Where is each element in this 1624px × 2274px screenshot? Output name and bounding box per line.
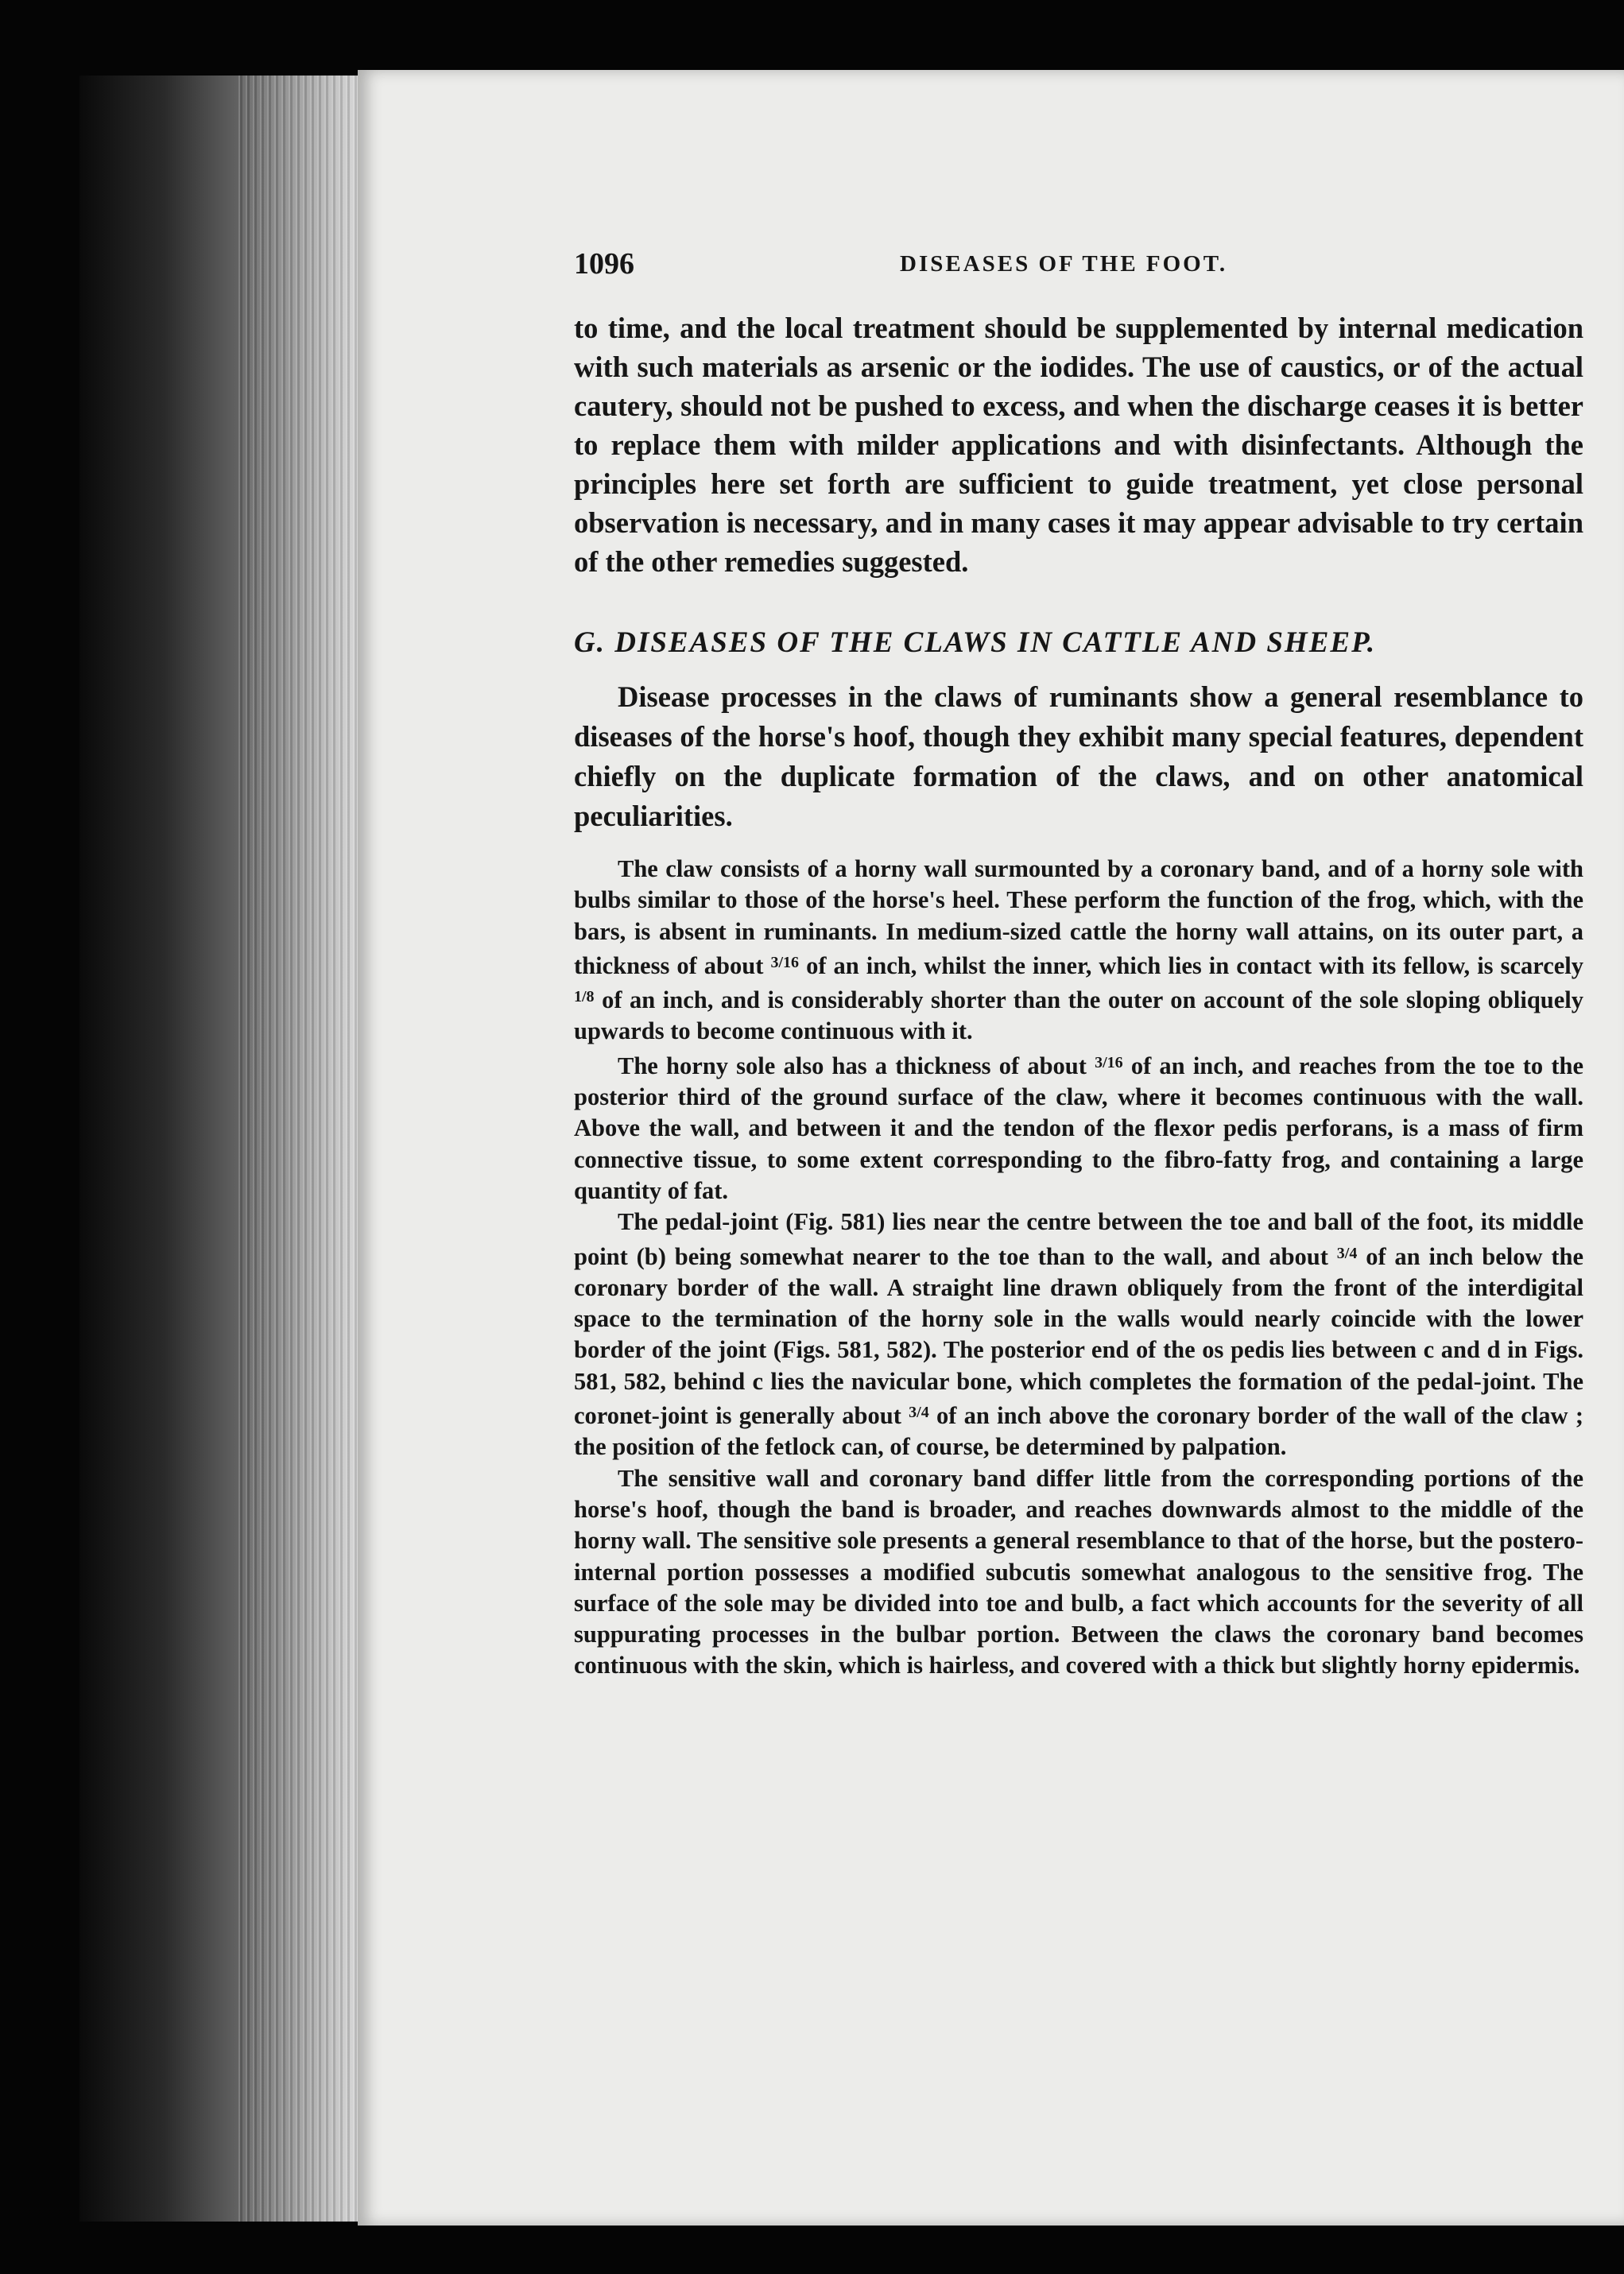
fraction: 3/4 [1336, 1244, 1358, 1262]
fraction: 3/4 [909, 1404, 929, 1422]
fraction: 1/8 [574, 988, 595, 1006]
fraction: 3/16 [770, 953, 800, 971]
section-heading: G. DISEASES OF THE CLAWS IN CATTLE AND SHEEP. [574, 626, 1377, 659]
running-title: DISEASES OF THE FOOT. [900, 251, 1228, 277]
page-number: 1096 [574, 247, 634, 281]
text-run: of an inch, and reaches from the toe to the posterior third of the ground surface of the claw, where it becomes continuous with the wall. Above the wall, and between it and the tendon of the flexor pedis perforans, is a mass of firm connective tissue, to some extent corresponding to the fibro-fatty frog, and containing a large quantity of fat. [574, 1052, 1583, 1204]
page-content [574, 246, 1583, 1682]
text-run: of an inch above the coronary border of the wall of the claw ; the position of the fetlock can, of course, be determined by palpation. [574, 1402, 1584, 1461]
text-run: of an inch, and is considerably shorter than the outer on account of the sole sloping obliquely upwards to become continuous with it. [574, 986, 1584, 1045]
lead-paragraph: to time, and the local treatment should be supplemented by internal medication with such materials as arsenic or the iodides. The use of caustics, or of the actual cautery, should not be pushed to excess, and when the discharge ceases it is better to replace them with milder applications and with disinfectants. Although the principles here set forth are sufficient to guide treatment, yet close personal observation is necessary, and in many cases it may appear advisable to try certain of the other remedies suggested. [574, 312, 1583, 578]
running-head [574, 246, 1583, 286]
text-run: of an inch, whilst the inner, which lies in contact with its fellow, is scarcely [806, 951, 1584, 979]
intro-paragraph: Disease processes in the claws of ruminants show a general resemblance to diseases of the horse's hoof, though they exhibit many special features, dependent chiefly on the duplicate formation of the claws, and on other anatomical peculiarities. [574, 680, 1583, 832]
text-run: of an inch below the coronary border of the wall. A straight line drawn obliquely from the front of the interdigital space to the termination of the horny sole in the walls would nearly coincide with the lower border of the joint (Figs. 581, 582). The posterior end of the os pedis lies between c and d in Figs. 581, 582, behind c lies the navicular bone, which completes the formation of the pedal-joint. The coronet-joint is generally about [574, 1242, 1584, 1430]
paragraph-sensitive-wall: The sensitive wall and coronary band differ little from the corresponding portions of the horse's hoof, though the band is broader, and reaches downwards almost to the middle of the horny wall. The sensitive sole presents a general resemblance to that of the horse, but the postero-internal portion possesses a modified subcutis somewhat analogous to the sensitive frog. The surface of the sole may be divided into toe and bulb, a fact which accounts for the severity of all suppurating processes in the bulbar portion. Between the claws the coronary band becomes continuous with the skin, which is hairless, and covered with a thick but slightly horny epidermis. [574, 1464, 1583, 1679]
paragraph-horny-sole [574, 1048, 1583, 1207]
fraction: 3/16 [1095, 1053, 1123, 1071]
text-run: The pedal-joint (Fig. 581) lies near the centre between the toe and ball of the foot, its middle point (b) being somewhat nearer to the toe than to the wall, and about [574, 1208, 1583, 1270]
text-run: The horny sole also has a thickness of about [618, 1052, 1087, 1079]
text-run: The claw consists of a horny wall surmounted by a coronary band, and of a horny sole with bulbs similar to those of the horse's heel. These perform the function of the frog, which, with the bars, is absent in ruminants. In medium-sized cattle the horny wall attains, on its outer part, a thickness of about [574, 855, 1583, 979]
paragraph-pedal-joint [574, 1207, 1583, 1462]
paragraph-claw-structure [574, 854, 1583, 1048]
page-edges [238, 76, 362, 2222]
